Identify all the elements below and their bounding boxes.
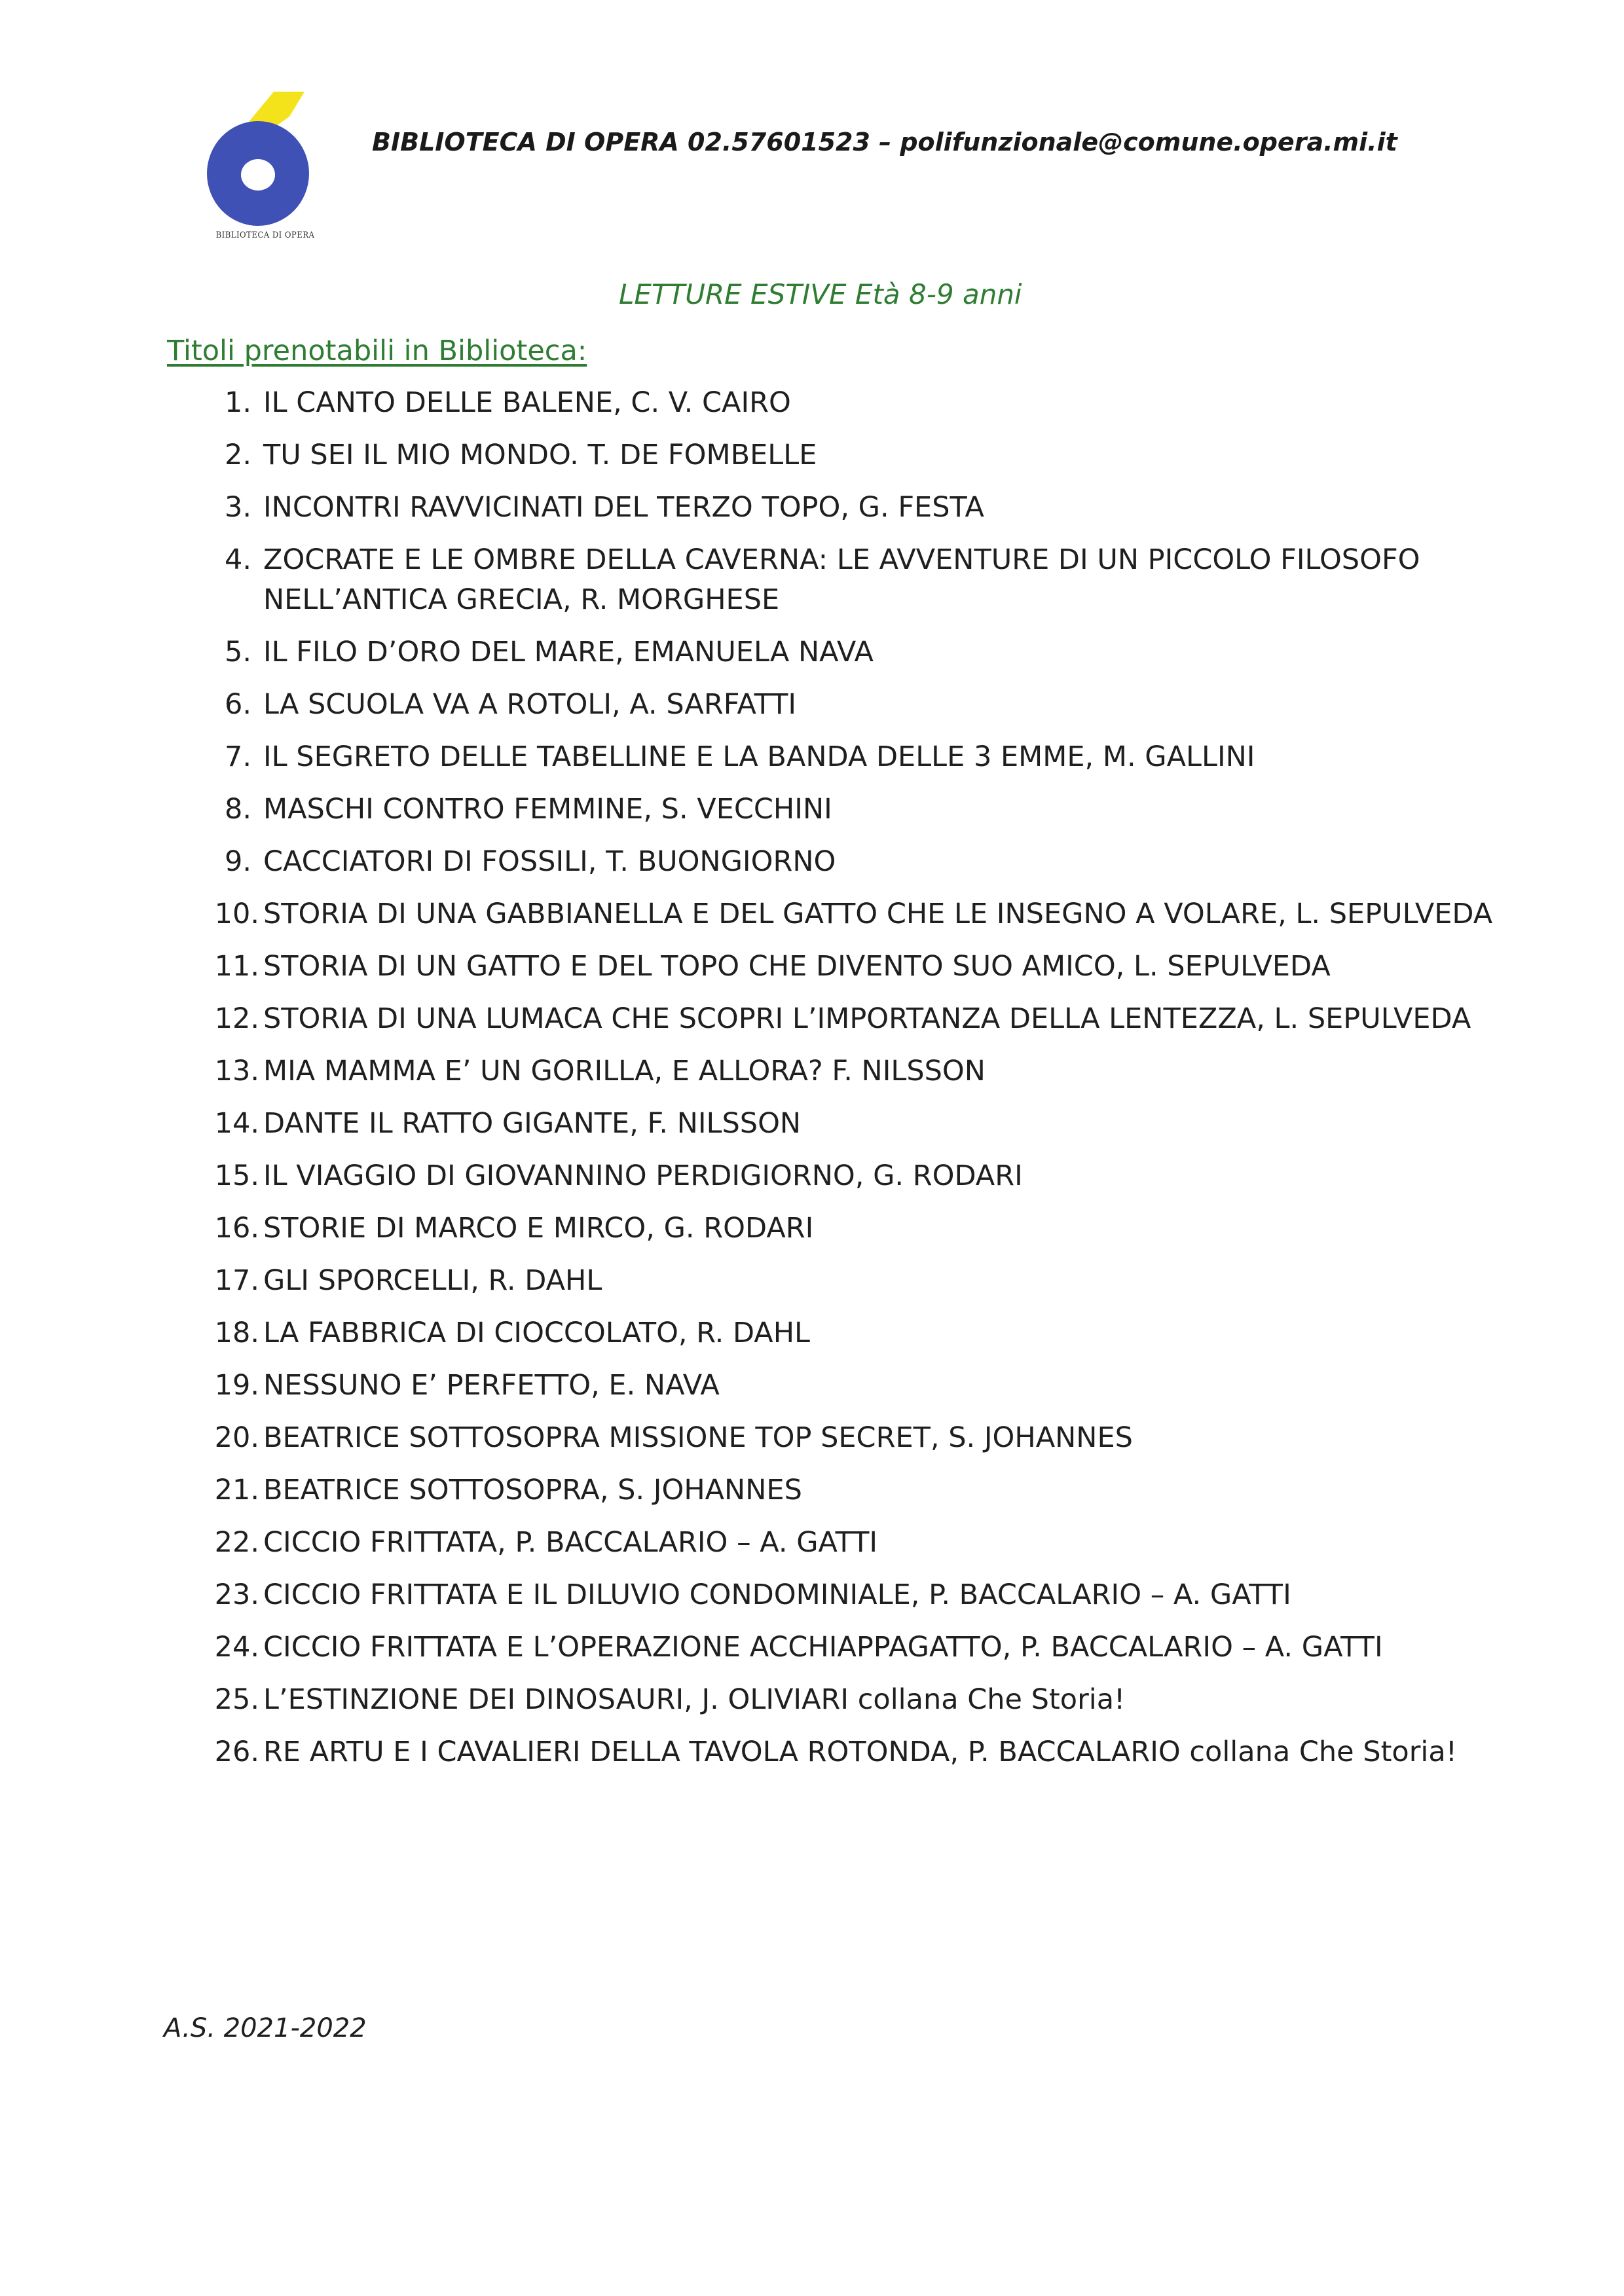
logo-ring-hole (241, 159, 275, 191)
item-number: 14. (214, 1107, 259, 1140)
item-number: 6. (224, 688, 251, 721)
list-item (190, 1209, 1500, 1248)
book-entry: IL FILO D’ORO DEL MARE, EMANUELA NAVA (263, 636, 874, 668)
book-entry: STORIA DI UNA LUMACA CHE SCOPRI L’IMPORTANZA DELLA LENTEZZA, L. SEPULVEDA (263, 1002, 1471, 1035)
list-item (190, 790, 1500, 829)
item-number: 8. (224, 793, 251, 826)
item-number: 12. (214, 1002, 259, 1035)
book-entry: GLI SPORCELLI, R. DAHL (263, 1264, 602, 1297)
book-entry: BEATRICE SOTTOSOPRA, S. JOHANNES (263, 1474, 802, 1506)
book-entry: MASCHI CONTRO FEMMINE, S. VECCHINI (263, 793, 832, 826)
book-entry: DANTE IL RATTO GIGANTE, F. NILSSON (263, 1107, 802, 1140)
item-number: 11. (214, 950, 259, 983)
list-item (190, 383, 1500, 423)
list-item (190, 1418, 1500, 1458)
book-entry: RE ARTU E I CAVALIERI DELLA TAVOLA ROTONDA, P. BACCALARIO collana Che Storia! (263, 1736, 1457, 1768)
list-item (190, 737, 1500, 777)
book-entry: STORIA DI UN GATTO E DEL TOPO CHE DIVENTO SUO AMICO, L. SEPULVEDA (263, 950, 1331, 983)
item-number: 5. (224, 636, 251, 668)
item-number: 10. (214, 898, 259, 930)
item-number: 22. (214, 1526, 259, 1559)
item-number: 16. (214, 1212, 259, 1245)
logo-caption: BIBLIOTECA DI OPERA (215, 230, 315, 240)
list-item (190, 435, 1500, 475)
book-entry: CICCIO FRITTATA E IL DILUVIO CONDOMINIALE, P. BACCALARIO – A. GATTI (263, 1578, 1291, 1611)
item-number: 3. (224, 491, 251, 524)
item-number: 7. (224, 740, 251, 773)
list-item (190, 1628, 1500, 1667)
book-entry: L’ESTINZIONE DEI DINOSAURI, J. OLIVIARI collana Che Storia! (263, 1683, 1126, 1716)
library-logo-icon (203, 92, 327, 229)
book-list (190, 383, 1500, 1785)
book-entry: TU SEI IL MIO MONDO. T. DE FOMBELLE (263, 439, 817, 471)
item-number: 21. (214, 1474, 259, 1506)
list-item (190, 1313, 1500, 1353)
item-number: 17. (214, 1264, 259, 1297)
book-entry: IL CANTO DELLE BALENE, C. V. CAIRO (263, 386, 791, 419)
item-number: 1. (224, 386, 251, 419)
list-item (190, 540, 1500, 620)
list-item (190, 947, 1500, 987)
item-number: 23. (214, 1578, 259, 1611)
list-item (190, 1680, 1500, 1720)
list-item (190, 1156, 1500, 1196)
book-entry: CACCIATORI DI FOSSILI, T. BUONGIORNO (263, 845, 836, 878)
list-item (190, 894, 1500, 934)
list-item (190, 1732, 1500, 1772)
list-item (190, 1051, 1500, 1091)
list-item (190, 842, 1500, 882)
item-number: 9. (224, 845, 251, 878)
book-entry: LA FABBRICA DI CIOCCOLATO, R. DAHL (263, 1317, 811, 1349)
library-contact-line: BIBLIOTECA DI OPERA 02.57601523 – polifunzionale@comune.opera.mi.it (372, 128, 1397, 156)
book-entry: LA SCUOLA VA A ROTOLI, A. SARFATTI (263, 688, 797, 721)
list-item (190, 1261, 1500, 1301)
item-number: 25. (214, 1683, 259, 1716)
list-item (190, 1470, 1500, 1510)
list-item (190, 685, 1500, 725)
list-heading: Titoli prenotabili in Biblioteca: (167, 335, 587, 367)
book-entry: CICCIO FRITTATA, P. BACCALARIO – A. GATTI (263, 1526, 878, 1559)
list-item (190, 1575, 1500, 1615)
library-logo (203, 92, 327, 249)
book-entry: ZOCRATE E LE OMBRE DELLA CAVERNA: LE AVVENTURE DI UN PICCOLO FILOSOFO NELL’ANTICA GRECIA, R. MORGHESE (263, 543, 1420, 616)
school-year: A.S. 2021-2022 (164, 2013, 367, 2043)
item-number: 15. (214, 1159, 259, 1192)
item-number: 18. (214, 1317, 259, 1349)
list-item (190, 1366, 1500, 1406)
book-entry: STORIE DI MARCO E MIRCO, G. RODARI (263, 1212, 814, 1245)
item-number: 2. (224, 439, 251, 471)
book-entry: IL VIAGGIO DI GIOVANNINO PERDIGIORNO, G. RODARI (263, 1159, 1023, 1192)
book-entry: IL SEGRETO DELLE TABELLINE E LA BANDA DELLE 3 EMME, M. GALLINI (263, 740, 1255, 773)
item-number: 24. (214, 1631, 259, 1664)
item-number: 13. (214, 1055, 259, 1087)
item-number: 26. (214, 1736, 259, 1768)
list-item (190, 632, 1500, 672)
book-entry: INCONTRI RAVVICINATI DEL TERZO TOPO, G. FESTA (263, 491, 984, 524)
book-entry: BEATRICE SOTTOSOPRA MISSIONE TOP SECRET, S. JOHANNES (263, 1421, 1133, 1454)
item-number: 20. (214, 1421, 259, 1454)
page-title: LETTURE ESTIVE Età 8-9 anni (619, 278, 1022, 310)
book-entry: MIA MAMMA E’ UN GORILLA, E ALLORA? F. NILSSON (263, 1055, 986, 1087)
book-entry: STORIA DI UNA GABBIANELLA E DEL GATTO CHE LE INSEGNO A VOLARE, L. SEPULVEDA (263, 898, 1493, 930)
item-number: 19. (214, 1369, 259, 1402)
book-entry: CICCIO FRITTATA E L’OPERAZIONE ACCHIAPPAGATTO, P. BACCALARIO – A. GATTI (263, 1631, 1383, 1664)
list-item (190, 999, 1500, 1039)
list-item (190, 1104, 1500, 1144)
item-number: 4. (224, 543, 251, 576)
book-entry: NESSUNO E’ PERFETTO, E. NAVA (263, 1369, 720, 1402)
list-item (190, 1523, 1500, 1563)
list-item (190, 488, 1500, 528)
